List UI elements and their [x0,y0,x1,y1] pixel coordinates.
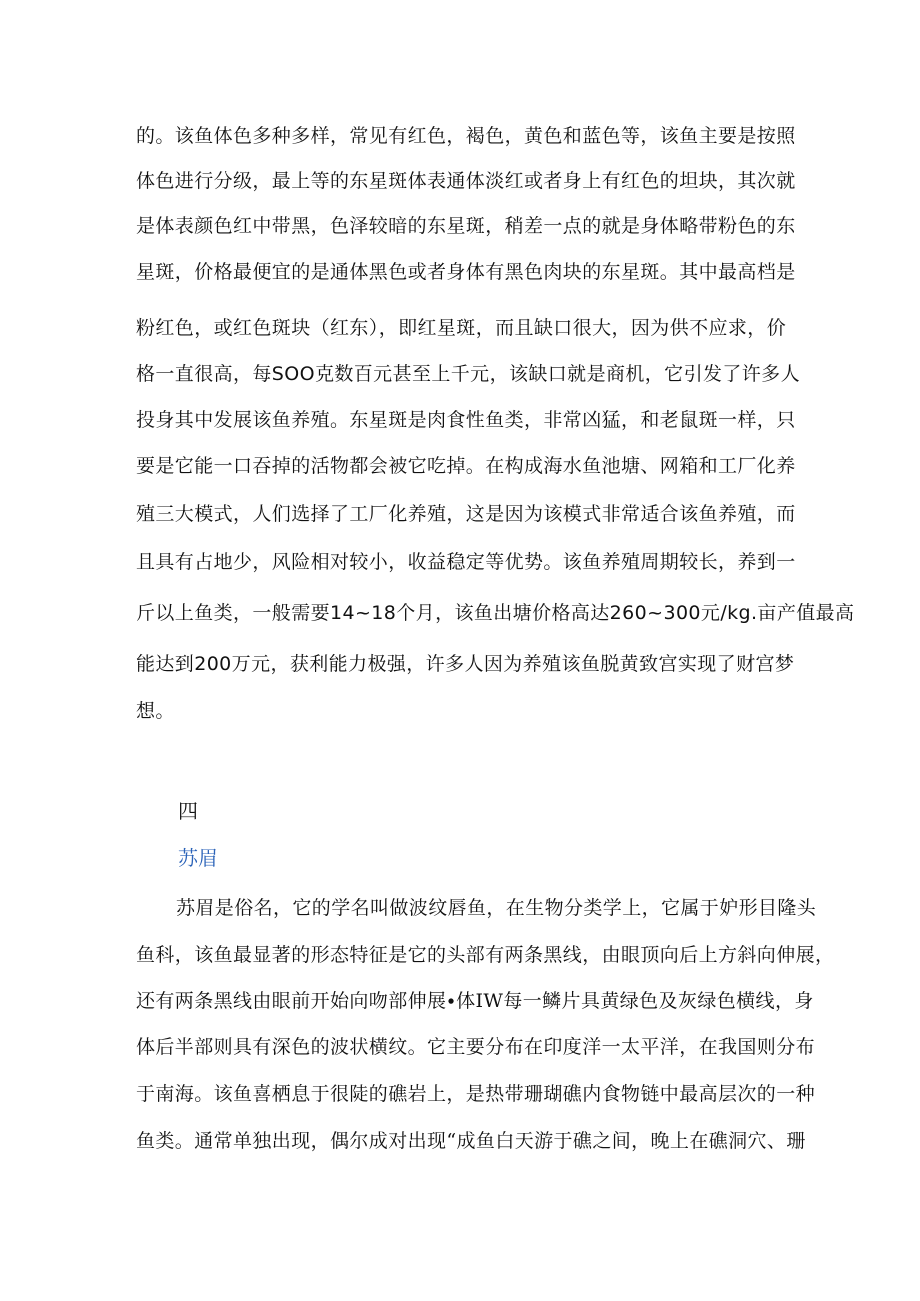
text-line: 星斑，价格最便宜的是通体黑色或者身体有黑色肉块的东星斑。其中最高档是 [136,261,796,283]
text-line: 能达到200万元，获利能力极强，许多人因为养殖该鱼脱黄致宫实现了财宫梦 [136,653,795,675]
section-title: 苏眉 [178,846,218,870]
text-line: 鱼类。通常单独出现，偶尔成对出现“成鱼白天游于礁之间，晚上在礁洞穴、珊 [136,1130,806,1152]
text-line: 想。 [136,700,175,722]
text-line: 格一直很高，每SOO克数百元甚至上千元，该缺口就是商机，它引发了许多人 [136,363,800,385]
text-line: 苏眉是俗名，它的学名叫做波纹唇鱼，在生物分类学上，它属于妒形目隆头 [176,897,817,919]
text-line: 于南海。该鱼喜栖息于很陡的礁岩上，是热带珊瑚礁内食物链中最高层次的一种 [136,1083,816,1105]
text-line: 体后半部则具有深色的波状横纹。它主要分布在印度洋一太平洋，在我国则分布 [136,1036,816,1058]
text-line: 殖三大模式，人们选择了工厂化养殖，这是因为该模式非常适合该鱼养殖，而 [136,503,796,525]
section-number: 四 [178,799,198,823]
text-line: 的。该鱼体色多种多样，常见有红色，褐色，黄色和蓝色等，该鱼主要是按照 [136,125,796,147]
text-line: 且具有占地少，风险相对较小，收益稳定等优势。该鱼养殖周期较长，养到一 [136,551,796,573]
text-line: 要是它能一口吞掉的活物都会被它吃掉。在构成海水鱼池塘、网箱和工厂化养 [136,455,796,477]
text-line: 是体表颜色红中带黑，色泽较暗的东星斑，稍差一点的就是身体略带粉色的东 [136,215,796,237]
text-line: 鱼科，该鱼最显著的形态特征是它的头部有两条黑线，由眼顶向后上方斜向伸展， [136,944,835,966]
text-line: 体色进行分级，最上等的东星斑体表通体淡红或者身上有红色的坦块，其次就 [136,170,796,192]
text-line: 斤以上鱼类，一般需要14~18个月，该鱼出塘价格高达260~300元∕kg.亩产值最高 [136,602,855,624]
text-line: 还有两条黑线由眼前开始向吻部伸展∙体IW每一鳞片具黄绿色及灰绿色横线，身 [136,990,814,1012]
text-line: 粉红色，或红色斑块（红东），即红星斑，而且缺口很大，因为供不应求，价 [136,317,787,339]
text-line: 投身其中发展该鱼养殖。东星斑是肉食性鱼类，非常凶猛，和老鼠斑一样，只 [136,409,796,431]
